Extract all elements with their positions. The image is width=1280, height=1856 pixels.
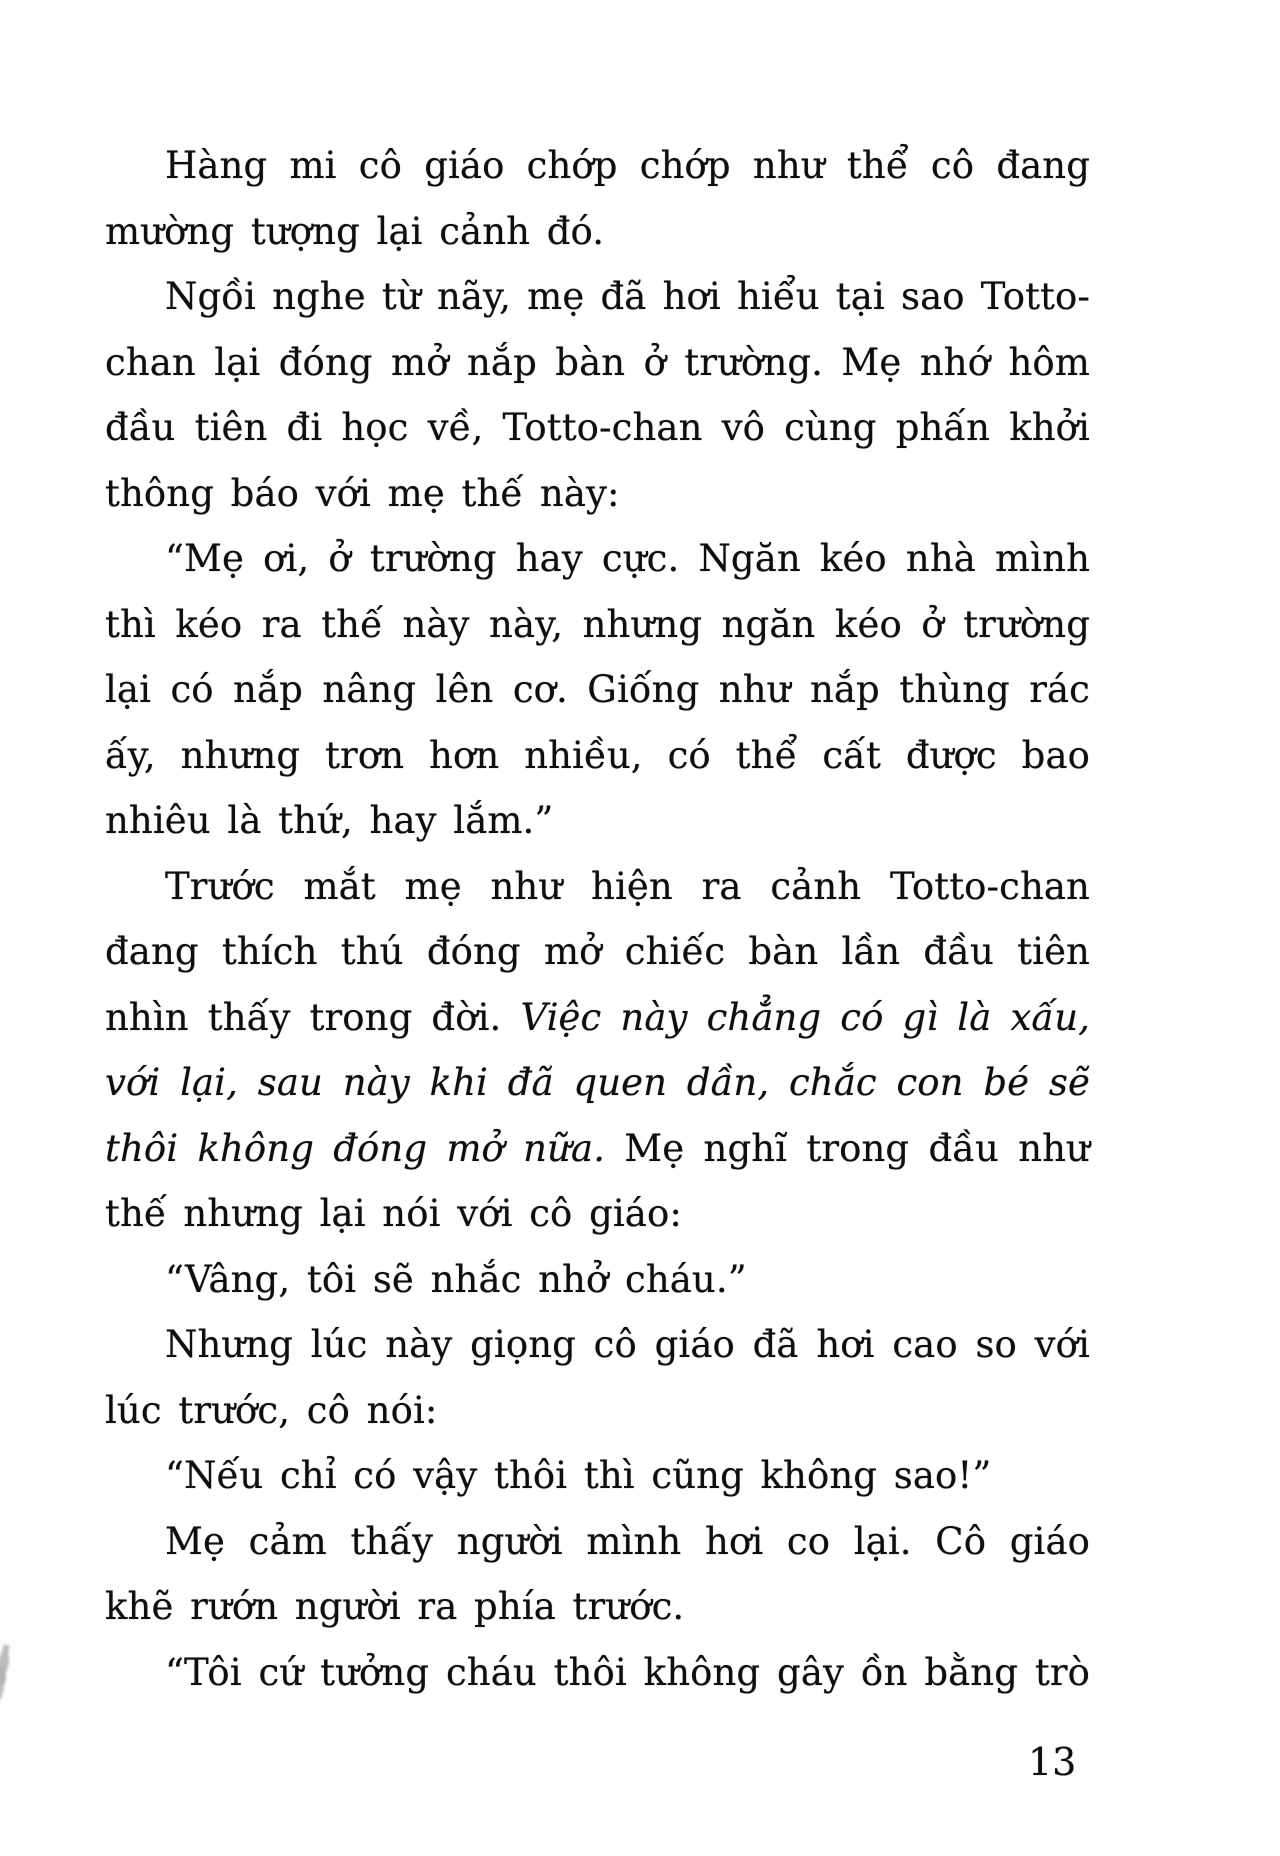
text-line: [105, 723, 1090, 789]
paragraph: [105, 1640, 1090, 1706]
ink-smudge-artifact: [0, 1642, 18, 1706]
text-line: [105, 133, 1090, 199]
paragraph: [105, 133, 1090, 264]
text-run: mường tượng lại cảnh đó.: [105, 209, 605, 253]
paragraph: [105, 1312, 1090, 1443]
italic-text-run: Việc này chẳng có gì là xấu,: [520, 995, 1090, 1039]
page-text-block: [105, 133, 1090, 1705]
text-run: chan lại đóng mở nắp bàn ở trường. Mẹ nhớ hôm: [105, 340, 1090, 384]
text-line: [105, 1181, 1090, 1247]
text-run: “Nếu chỉ có vậy thôi thì cũng không sao!”: [165, 1454, 992, 1497]
text-line: [105, 1378, 1090, 1444]
text-line: [105, 395, 1090, 461]
text-run: thế nhưng lại nói với cô giáo:: [105, 1192, 682, 1235]
text-run: thì kéo ra thế này này, nhưng ngăn kéo ở trường: [105, 602, 1090, 646]
text-run: đang thích thú đóng mở chiếc bàn lần đầu tiên: [105, 930, 1090, 973]
paragraph: [105, 1443, 1090, 1509]
text-run: “Vâng, tôi sẽ nhắc nhở cháu.”: [165, 1257, 747, 1301]
text-run: lại có nắp nâng lên cơ. Giống như nắp thùng rác: [105, 668, 1090, 711]
text-line: [105, 592, 1090, 658]
text-run: Ngồi nghe từ nãy, mẹ đã hơi hiểu tại sao Totto-: [165, 275, 1090, 318]
italic-text-run: với lại, sau này khi đã quen dần, chắc con bé sẽ: [105, 1061, 1090, 1104]
paragraph: [105, 854, 1090, 1247]
text-line: [105, 985, 1090, 1051]
text-line: [105, 1050, 1090, 1116]
paragraph: [105, 526, 1090, 854]
text-run: Hàng mi cô giáo chớp chớp như thể cô đang: [165, 144, 1090, 187]
text-run: “Mẹ ơi, ở trường hay cực. Ngăn kéo nhà mình: [165, 537, 1090, 580]
text-run: Nhưng lúc này giọng cô giáo đã hơi cao so với: [165, 1323, 1090, 1366]
text-run: Mẹ cảm thấy người mình hơi co lại. Cô giáo: [165, 1519, 1090, 1563]
text-run: thông báo với mẹ thế này:: [105, 471, 620, 515]
text-line: [105, 1640, 1090, 1706]
italic-text-run: thôi không đóng mở nữa.: [105, 1126, 606, 1170]
text-line: [105, 1574, 1090, 1640]
text-run: “Tôi cứ tưởng cháu thôi không gây ồn bằng trò: [165, 1650, 1090, 1694]
text-run: nhìn thấy trong đời.: [105, 995, 521, 1039]
page-number: 13: [1028, 1740, 1077, 1784]
text-line: [105, 330, 1090, 396]
text-line: [105, 657, 1090, 723]
paragraph: [105, 264, 1090, 526]
paragraph: [105, 1247, 1090, 1313]
text-line: [105, 1509, 1090, 1575]
text-run: nhiêu là thứ, hay lắm.”: [105, 799, 554, 842]
text-run: khẽ rướn người ra phía trước.: [105, 1585, 685, 1628]
text-run: lúc trước, cô nói:: [105, 1388, 438, 1432]
text-line: [105, 1247, 1090, 1313]
text-run: Mẹ nghĩ trong đầu như: [605, 1126, 1090, 1170]
paragraph: [105, 1509, 1090, 1640]
text-line: [105, 526, 1090, 592]
text-line: [105, 264, 1090, 330]
text-line: [105, 788, 1090, 854]
text-line: [105, 1116, 1090, 1182]
text-run: Trước mắt mẹ như hiện ra cảnh Totto-chan: [165, 864, 1090, 908]
text-line: [105, 854, 1090, 920]
text-run: đầu tiên đi học về, Totto-chan vô cùng phấn khởi: [105, 406, 1090, 449]
text-run: ấy, nhưng trơn hơn nhiều, có thể cất được bao: [105, 733, 1090, 777]
text-line: [105, 461, 1090, 527]
text-line: [105, 919, 1090, 985]
text-line: [105, 1443, 1090, 1509]
text-line: [105, 1312, 1090, 1378]
text-line: [105, 199, 1090, 265]
